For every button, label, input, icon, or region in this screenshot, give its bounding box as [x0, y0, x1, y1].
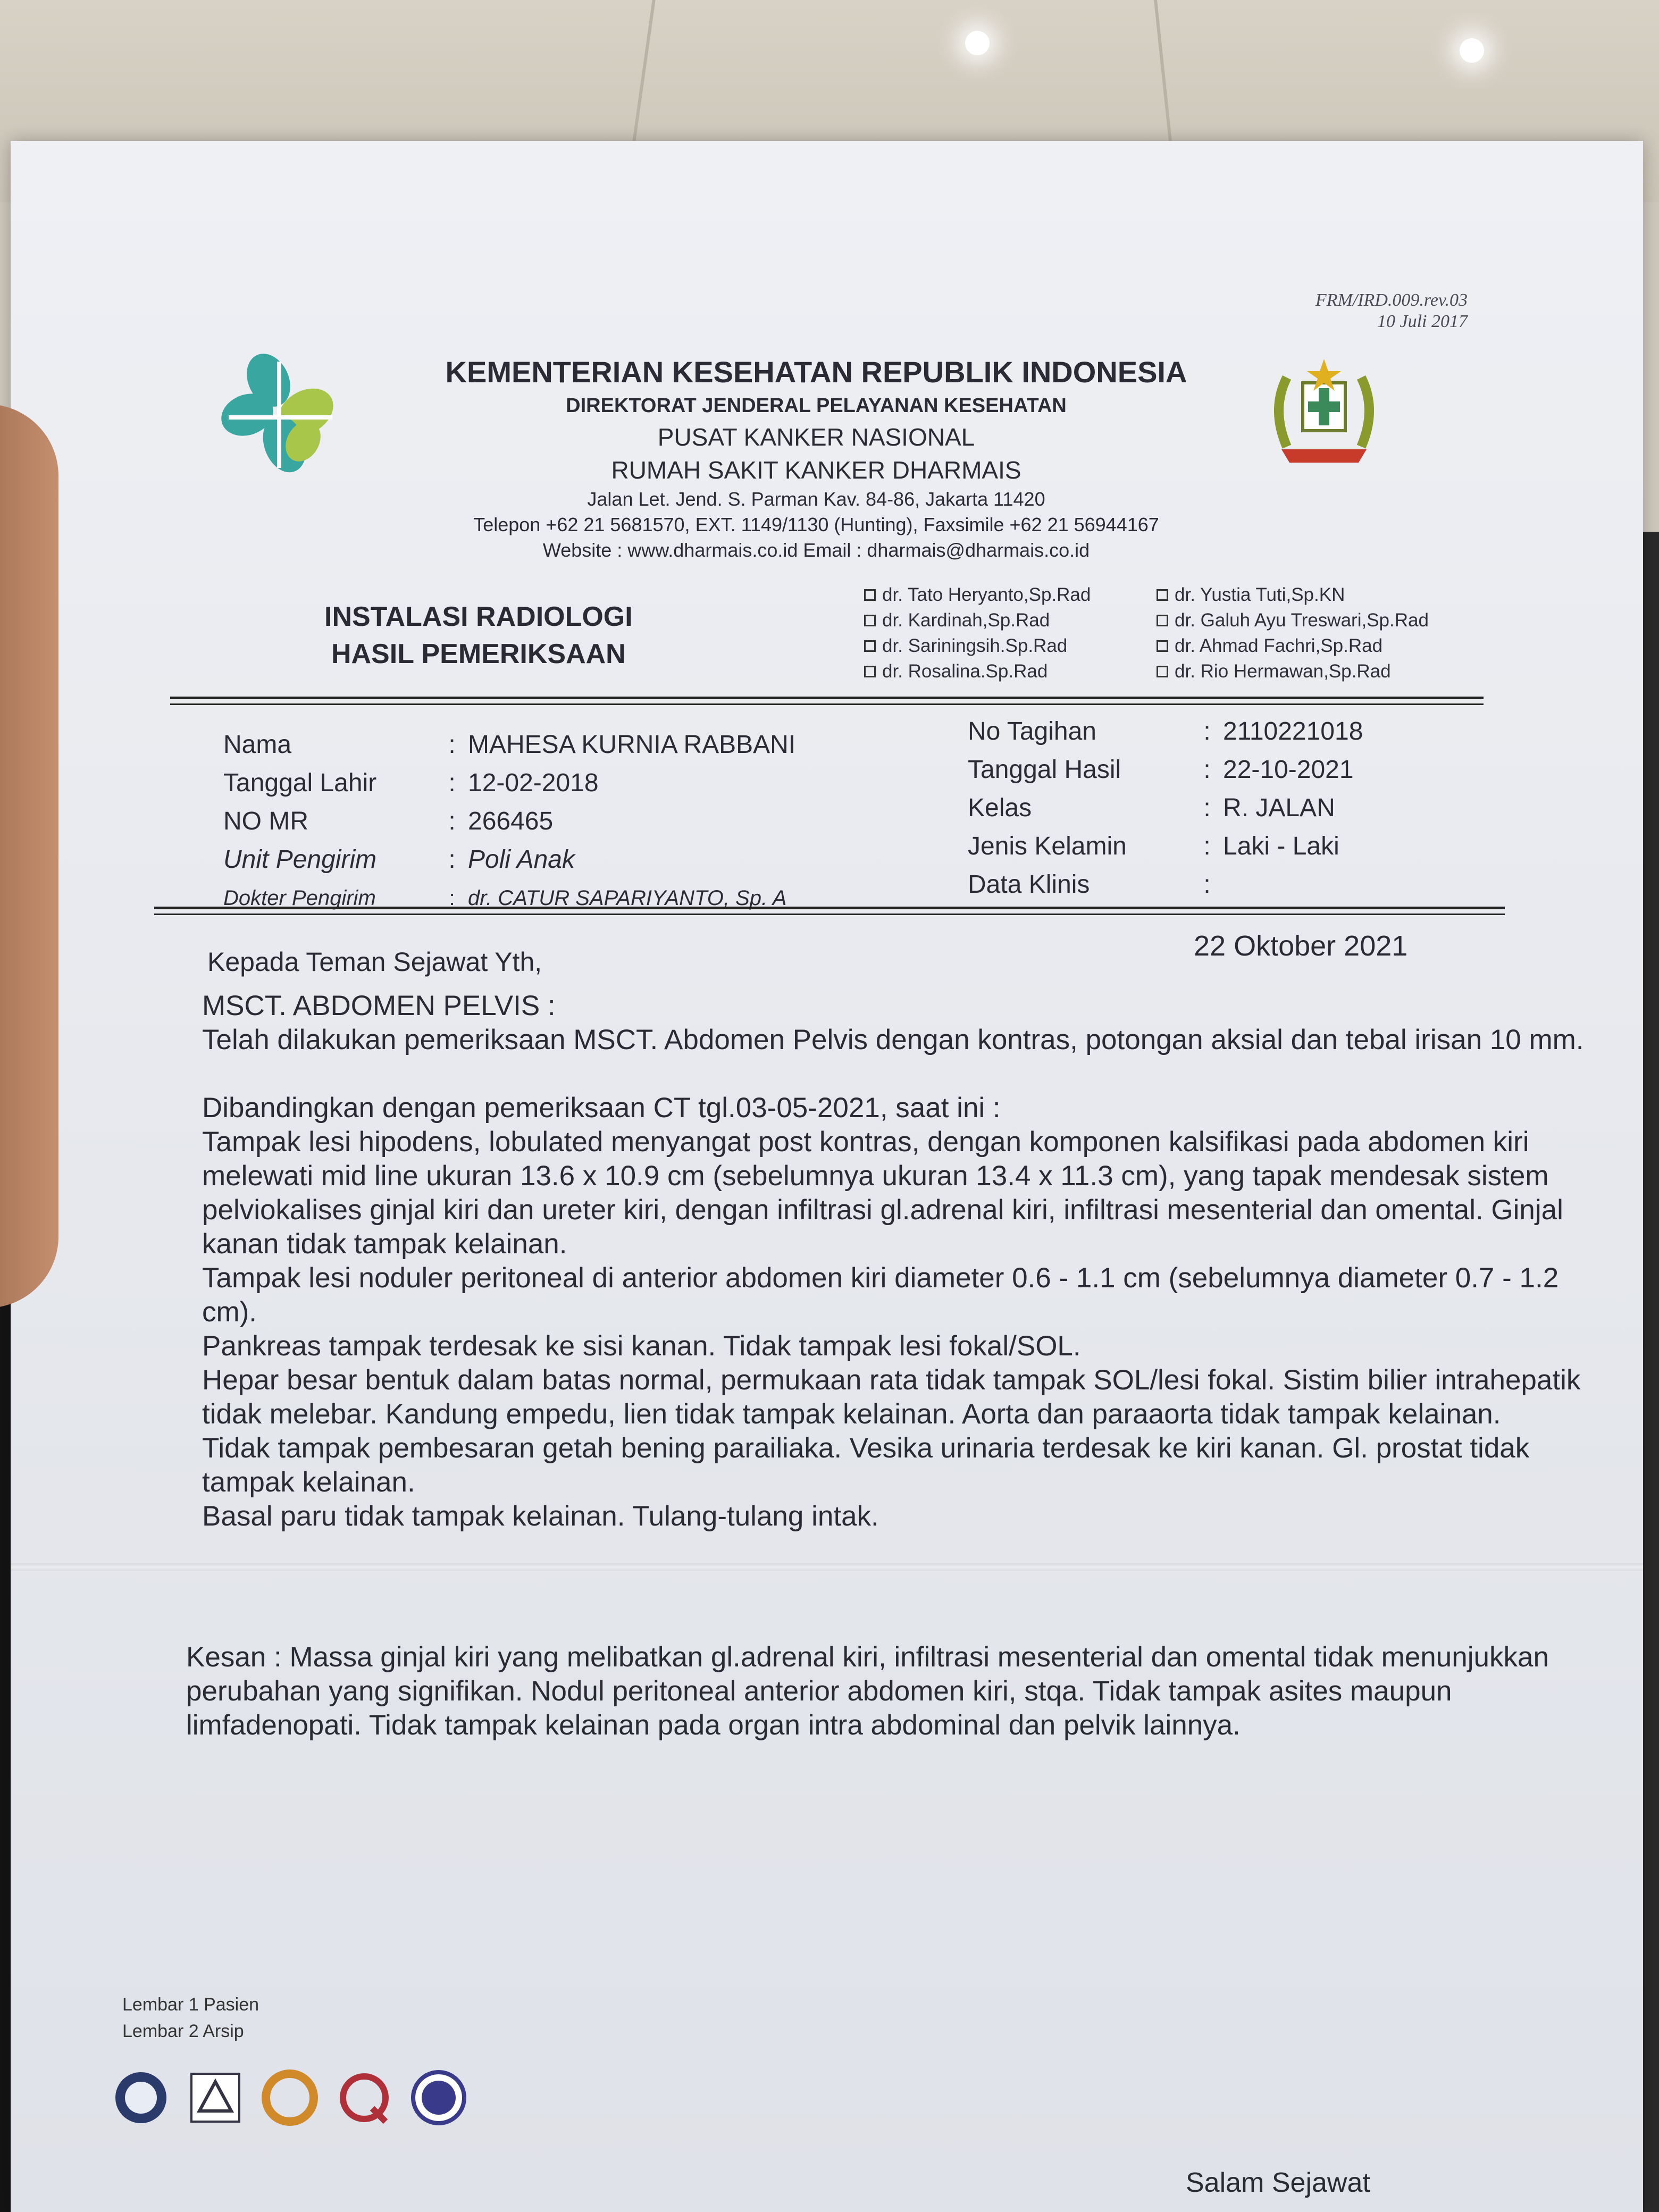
info-label: Tanggal Hasil: [968, 756, 1121, 784]
checkbox-icon: [864, 589, 876, 601]
hospital-name: RUMAH SAKIT KANKER DHARMAIS: [611, 456, 1021, 484]
form-number: FRM/IRD.009.rev.03: [1315, 290, 1468, 310]
info-label: Kelas: [968, 794, 1032, 822]
holding-finger: [0, 404, 58, 1308]
colon: :: [448, 845, 456, 874]
info-row: [968, 751, 1363, 789]
checkbox-icon: [1157, 640, 1168, 652]
award-badge-icon: [261, 2068, 319, 2132]
ceiling-light: [1460, 38, 1484, 63]
info-label: No Tagihan: [968, 717, 1096, 745]
doctor-name: dr. Kardinah,Sp.Rad: [882, 610, 1050, 631]
gender: Laki - Laki: [1223, 832, 1339, 860]
info-label: Tanggal Lahir: [223, 769, 377, 797]
colon: :: [1203, 794, 1211, 822]
info-label: NO MR: [223, 807, 308, 835]
colon: :: [448, 807, 456, 835]
paragraph-gap: [202, 1057, 1585, 1091]
doctor-item: [864, 608, 1091, 633]
colon: :: [1203, 756, 1211, 784]
divider-bottom-thin: [154, 914, 1505, 915]
report-date: 22 Oktober 2021: [1194, 930, 1408, 962]
info-row: [968, 827, 1363, 866]
referring-doctor: dr. CATUR SAPARIYANTO, Sp. A: [468, 886, 787, 910]
ministry-name: KEMENTERIAN KESEHATAN REPUBLIK INDONESIA: [445, 355, 1187, 389]
finding-mass: Tampak lesi hipodens, lobulated menyangat post kontras, dengan komponen kalsifikasi pada abdomen kiri melewati mid line ukuran 13.6 x 10.9 cm (sebelumnya ukuran 13.4 x 11.3 cm), yang tapak mendesak sistem pelviokalises ginjal kiri dan ureter kiri, dengan infiltrasi gl.adrenal kiri, infiltrasi mesenterial dan omental. Ginjal kanan tidak tampak kelainan.: [202, 1126, 1563, 1260]
doctor-item: [864, 659, 1091, 684]
doctor-list-right: [1157, 582, 1429, 684]
patient-class: R. JALAN: [1223, 794, 1335, 822]
info-row: [968, 866, 1363, 904]
directorate-name: DIREKTORAT JENDERAL PELAYANAN KESEHATAN: [566, 395, 1067, 417]
finding-lymph: Tidak tampak pembesaran getah bening parailiaka. Vesika urinaria terdesak ke kiri kanan. Gl. prostat tidak tampak kelainan.: [202, 1432, 1530, 1498]
report-type: HASIL PEMERIKSAAN: [331, 639, 626, 669]
comparison-intro: Dibandingkan dengan pemeriksaan CT tgl.03-05-2021, saat ini :: [202, 1092, 1001, 1124]
hospital-emblem-icon: [1266, 351, 1382, 468]
colon: :: [1203, 717, 1211, 745]
info-row: [968, 789, 1363, 827]
birth-date: 12-02-2018: [468, 769, 599, 797]
patient-name: MAHESA KURNIA RABBANI: [468, 731, 796, 759]
doctor-name: dr. Sariningsih.Sp.Rad: [882, 635, 1068, 656]
doctor-item: [1157, 633, 1429, 659]
doctor-item: [864, 633, 1091, 659]
document-code: [1316, 290, 1468, 332]
hospital-address: Jalan Let. Jend. S. Parman Kav. 84-86, Jakarta 11420: [587, 488, 1045, 510]
accreditation-badges: [112, 2068, 468, 2132]
installation-name: INSTALASI RADIOLOGI: [324, 601, 633, 632]
kemenkes-logo-icon: [218, 351, 340, 479]
info-label: Dokter Pengirim: [223, 886, 376, 910]
exam-title: MSCT. ABDOMEN PELVIS :: [202, 990, 556, 1021]
checkbox-icon: [864, 640, 876, 652]
checkbox-icon: [1157, 615, 1168, 626]
copy-patient: Lembar 1 Pasien: [122, 1995, 259, 2015]
conclusion: Kesan : Massa ginjal kiri yang melibatkan gl.adrenal kiri, infiltrasi mesenterial dan omental tidak menunjukkan perubahan yang signifikan. Nodul peritoneal anterior abdomen kiri, stqa. Tidak tampak asites maupun limfadenopati. Tidak tampak kelainan pada organ intra abdominal dan pelvik lainnya.: [186, 1641, 1549, 1741]
finding-liver: Hepar besar bentuk dalam batas normal, permukaan rata tidak tampak SOL/lesi fokal. Sistim bilier intrahepatik tidak melebar. Kandung empedu, lien tidak tampak kelainan. Aorta dan paraaorta tidak tampak kelainan.: [202, 1364, 1581, 1430]
paper-fold: [11, 1563, 1643, 1571]
checkbox-icon: [864, 615, 876, 626]
info-row: [223, 841, 795, 879]
info-label: Data Klinis: [968, 870, 1090, 899]
info-label: Unit Pengirim: [223, 845, 377, 874]
info-row: [223, 879, 795, 917]
certification-badge-icon: [186, 2068, 245, 2132]
bill-number: 2110221018: [1223, 717, 1363, 745]
gic-badge-icon: [409, 2068, 468, 2132]
colon: :: [448, 731, 456, 759]
info-label: Nama: [223, 731, 292, 759]
colon: :: [1203, 832, 1211, 860]
referring-unit: Poli Anak: [468, 845, 575, 874]
finding-pancreas: Pankreas tampak terdesak ke sisi kanan. Tidak tampak lesi fokal/SOL.: [202, 1330, 1081, 1362]
ceiling-light: [965, 31, 990, 55]
colon: :: [449, 886, 455, 910]
installation-title: [324, 598, 633, 673]
colon: :: [448, 769, 456, 797]
exam-method: Telah dilakukan pemeriksaan MSCT. Abdomen Pelvis dengan kontras, potongan aksial dan tebal irisan 10 mm.: [202, 1024, 1584, 1055]
divider-top: [170, 697, 1484, 699]
doctor-name: dr. Rio Hermawan,Sp.Rad: [1175, 661, 1391, 682]
finding-lung-bone: Basal paru tidak tampak kelainan. Tulang-tulang intak.: [202, 1501, 879, 1532]
quality-badge-icon: [335, 2068, 393, 2132]
divider-top-thin: [170, 703, 1484, 705]
closing-greeting: Salam Sejawat: [1186, 2167, 1370, 2198]
doctor-name: dr. Rosalina.Sp.Rad: [882, 661, 1048, 682]
checkbox-icon: [864, 666, 876, 677]
info-row: [223, 764, 795, 802]
doctor-name: dr. Ahmad Fachri,Sp.Rad: [1175, 635, 1383, 656]
doctor-item: [1157, 582, 1429, 608]
result-date: 22-10-2021: [1223, 756, 1354, 784]
checkbox-icon: [1157, 666, 1168, 677]
letterhead: [415, 354, 1218, 563]
report-body: [202, 989, 1585, 1534]
info-row: [223, 802, 795, 841]
tuv-badge-icon: [112, 2068, 170, 2132]
copy-archive: Lembar 2 Arsip: [122, 2021, 244, 2041]
info-row: [968, 713, 1363, 751]
doctor-item: [1157, 659, 1429, 684]
hospital-website: Website : www.dharmais.co.id Email : dharmais@dharmais.co.id: [542, 539, 1090, 561]
doctor-item: [864, 582, 1091, 608]
medical-record-number: 266465: [468, 807, 554, 835]
doctor-list-left: [864, 582, 1091, 684]
center-name: PUSAT KANKER NASIONAL: [657, 423, 975, 451]
finding-nodule: Tampak lesi noduler peritoneal di anterior abdomen kiri diameter 0.6 - 1.1 cm (sebelumnya diameter 0.7 - 1.2 cm).: [202, 1262, 1559, 1328]
doctor-item: [1157, 608, 1429, 633]
doctor-name: dr. Galuh Ayu Treswari,Sp.Rad: [1175, 610, 1429, 631]
info-row: [223, 726, 795, 764]
form-date: 10 Juli 2017: [1377, 312, 1468, 331]
patient-info-right: [968, 713, 1363, 904]
checkbox-icon: [1157, 589, 1168, 601]
greeting: Kepada Teman Sejawat Yth,: [207, 947, 542, 977]
doctor-name: dr. Tato Heryanto,Sp.Rad: [882, 584, 1091, 605]
doctor-name: dr. Yustia Tuti,Sp.KN: [1175, 584, 1345, 605]
copy-distribution: [122, 1991, 259, 2045]
info-label: Jenis Kelamin: [968, 832, 1127, 860]
hospital-phone: Telepon +62 21 5681570, EXT. 1149/1130 (Hunting), Faxsimile +62 21 56944167: [473, 514, 1159, 535]
colon: :: [1203, 870, 1211, 899]
divider-bottom: [154, 907, 1505, 909]
patient-info-left: [223, 726, 795, 917]
